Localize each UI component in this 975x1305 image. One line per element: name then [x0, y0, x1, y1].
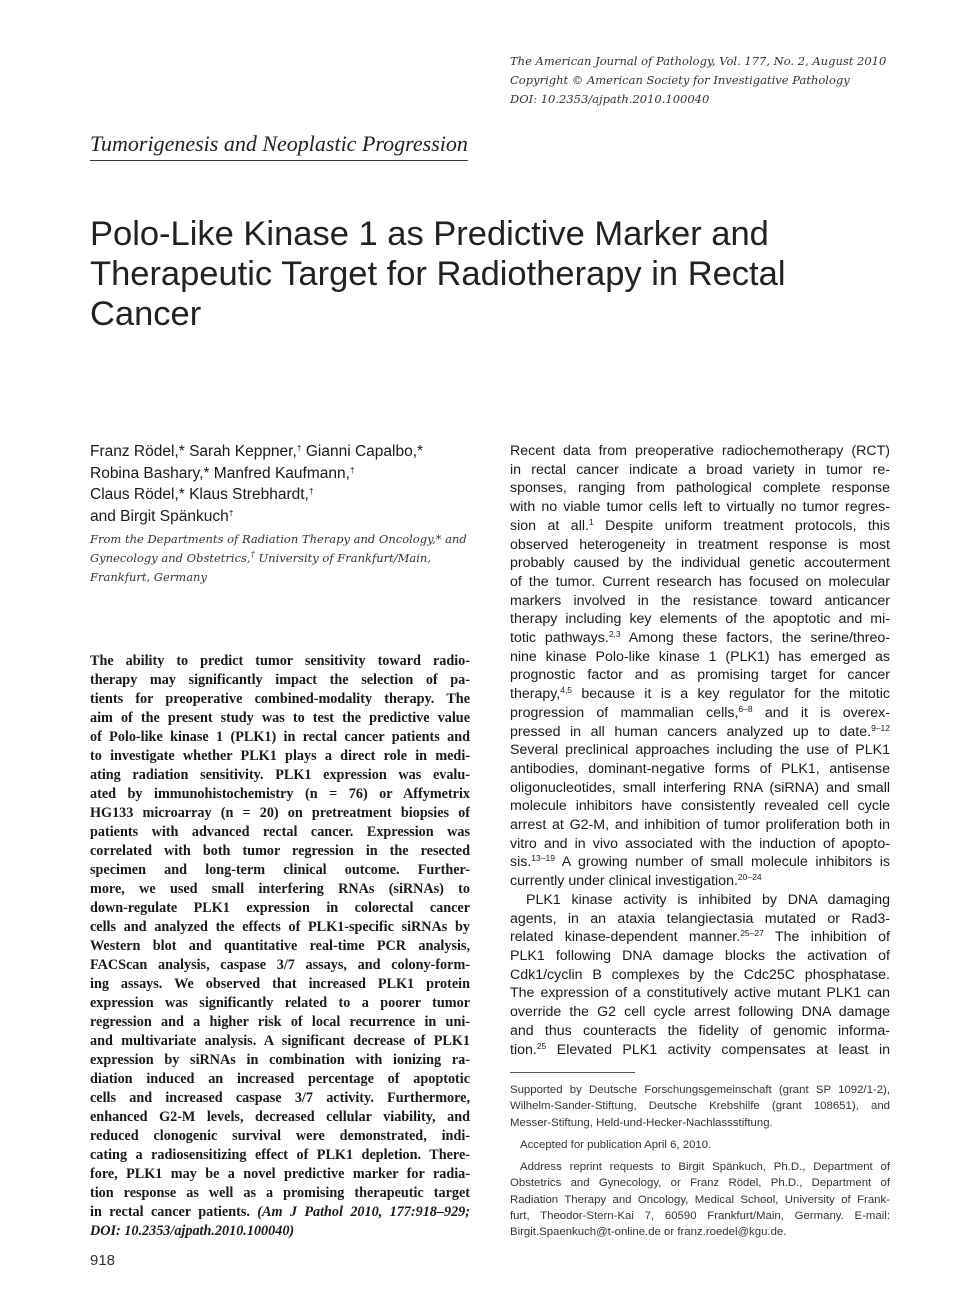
abstract-line: and multivariate analysis. A significant decrease of PLK1 — [90, 1033, 470, 1049]
abstract-line: cells and increased caspase 3/7 activity. Furthermore, — [90, 1090, 470, 1106]
address-line: Obstetrics and Gynecology, or Franz Rödel, Ph.D., Department of — [510, 1177, 890, 1190]
abstract-line: aim of the present study was to test the predictive value — [90, 710, 470, 726]
body-line: prognostic factor and as promising target for cancer — [510, 667, 890, 684]
support-line: Messer-Stiftung, Held-und-Hecker-Nachlassstiftung. — [510, 1116, 773, 1129]
journal-doi: DOI: 10.2353/ajpath.2010.100040 — [510, 92, 710, 106]
title-line: Cancer — [90, 295, 202, 333]
body-line: nine kinase Polo-like kinase 1 (PLK1) has emerged as — [510, 648, 890, 665]
body-line: override the G2 cell cycle arrest following DNA damage — [510, 1004, 890, 1021]
abstract-line: HG133 microarray (n = 20) on pretreatment biopsies of — [90, 805, 470, 821]
body-line: PLK1 following DNA damage blocks the activation of — [510, 947, 890, 964]
affiliation-line: Gynecology and Obstetrics,† University of Frankfurt/Main, — [90, 550, 431, 565]
address-line: furt, Theodor-Stern-Kai 7, 60590 Frankfurt/Main, Germany. E-mail: — [510, 1210, 890, 1223]
body-line: antibodies, dominant-negative forms of PLK1, antisense — [510, 760, 890, 777]
address-line: Birgit.Spaenkuch@t-online.de or franz.roedel@kgu.de. — [510, 1226, 787, 1239]
abstract-line: to investigate whether PLK1 plays a direct role in medi- — [90, 748, 470, 764]
abstract-line: therapy may significantly impact the selection of pa- — [90, 672, 470, 688]
journal-header — [510, 52, 910, 109]
body-line: in rectal cancer indicate a broad variety in tumor re- — [510, 461, 890, 478]
author-line: Claus Rödel,* Klaus Strebhardt,† — [90, 486, 314, 503]
abstract-line: ated by immunohistochemistry (n = 76) or Affymetrix — [90, 786, 470, 802]
support-line: Wilhelm-Sander-Stiftung, Deutsche Krebshilfe (grant 108651), and — [510, 1100, 890, 1113]
affiliation — [90, 530, 490, 587]
article-title — [90, 214, 850, 334]
body-line: therapy,$^{4,5}$ because it is a key regulator for the mitotic — [510, 685, 890, 703]
body-line: Cdk1/cyclin B complexes by the Cdc25C phosphatase. — [510, 966, 890, 983]
author-line: and Birgit Spänkuch† — [90, 507, 234, 525]
abstract-line: FACScan analysis, caspase 3/7 assays, and colony-form- — [90, 957, 470, 973]
body-line: totic pathways.$^{2,3}$ Among these factors, the serine/threo- — [510, 629, 890, 647]
body-line: with no viable tumor cells left to virtually no tumor regres- — [510, 499, 890, 516]
abstract-line: down-regulate PLK1 expression in colorectal cancer — [90, 900, 470, 916]
body-line: molecule inhibitors have consistently revealed cell cycle — [510, 798, 890, 815]
body-line: therapy including key elements of the apoptotic and mi- — [510, 611, 890, 628]
body-line: sion at all.$^1$ Despite uniform treatment protocols, this — [510, 516, 890, 534]
body-line: markers involved in the resistance toward anticancer — [510, 592, 890, 609]
footnote-divider — [510, 1072, 635, 1073]
abstract-line: diation induced an increased percentage of apoptotic — [90, 1071, 470, 1087]
body-line: The expression of a constitutively active mutant PLK1 can — [510, 985, 890, 1002]
body-line: Several preclinical approaches including the use of PLK1 — [510, 742, 890, 759]
body-line: of the tumor. Current research has focused on molecular — [510, 573, 890, 590]
body-line: and thus counteracts the fidelity of genomic informa- — [510, 1022, 890, 1039]
abstract-line: fore, PLK1 may be a novel predictive marker for radia- — [90, 1166, 470, 1182]
abstract-line: The ability to predict tumor sensitivity toward radio- — [90, 653, 470, 669]
body-line: sponses, ranging from pathological complete response — [510, 480, 890, 497]
accepted-date: Accepted for publication April 6, 2010. — [520, 1138, 712, 1151]
title-line: Polo-Like Kinase 1 as Predictive Marker and — [90, 215, 769, 253]
affiliation-line: Frankfurt, Germany — [90, 570, 207, 584]
author-line: Robina Bashary,* Manfred Kaufmann,† — [90, 464, 355, 482]
abstract-line: specimen and long-term clinical outcome. Further- — [90, 862, 470, 878]
abstract-line: tion response as well as a promising therapeutic target — [90, 1185, 470, 1201]
abstract-line: more, we used small interfering RNAs (siRNAs) to — [90, 881, 470, 897]
body-line: vitro and in vivo associated with the induction of apopto- — [510, 835, 890, 852]
body-line: Recent data from preoperative radiochemotherapy (RCT) — [510, 443, 890, 459]
body-line: pressed in all human cancers analyzed up to date.$^{9-12}$ — [510, 722, 890, 740]
title-line: Therapeutic Target for Radiotherapy in Rectal — [90, 255, 786, 293]
footnotes — [510, 1082, 890, 1241]
abstract-line: expression by siRNAs in combination with ionizing ra- — [90, 1052, 470, 1068]
journal-copyright: Copyright © American Society for Investigative Pathology — [510, 73, 850, 87]
abstract-line: reduced clonogenic survival were demonstrated, indi- — [90, 1128, 470, 1144]
abstract-line: cating a radiosensitizing effect of PLK1 depletion. There- — [90, 1147, 470, 1163]
body-line: currently under clinical investigation.$^{20-24}$ — [510, 872, 762, 890]
abstract-line: in rectal cancer patients. (Am J Pathol 2010, 177:918–929; — [90, 1204, 470, 1220]
abstract-line: cells and analyzed the effects of PLK1-specific siRNAs by — [90, 919, 470, 935]
body-line: observed heterogeneity in treatment response is most — [510, 536, 890, 553]
body-line: PLK1 kinase activity is inhibited by DNA damaging — [526, 891, 890, 908]
body-line: agents, in an ataxia telangiectasia mutated or Rad3- — [510, 910, 890, 927]
author-list — [90, 441, 490, 527]
abstract-line: patients with advanced rectal cancer. Expression was — [90, 824, 470, 840]
abstract — [90, 652, 470, 1241]
section-heading: Tumorigenesis and Neoplastic Progression — [90, 131, 468, 161]
abstract-line: of Polo-like kinase 1 (PLK1) in rectal cancer patients and — [90, 729, 470, 745]
body-line: probably caused by the individual genetic accouterment — [510, 555, 890, 572]
abstract-line: tients for preoperative combined-modality therapy. The — [90, 691, 470, 707]
body-line: progression of mammalian cells,$^{6-8}$ and it is overex- — [510, 703, 890, 721]
support-line: Supported by Deutsche Forschungsgemeinschaft (grant SP 1092/1-2), — [510, 1084, 890, 1096]
abstract-citation: (Am J Pathol 2010, 177:918–929; — [257, 1204, 470, 1220]
page-number: 918 — [90, 1252, 116, 1269]
abstract-line: correlated with both tumor regression in the resected — [90, 843, 470, 859]
body-line: tion.$^{25}$ Elevated PLK1 activity compensates at least in — [510, 1040, 890, 1058]
affiliation-line: From the Departments of Radiation Therapy and Oncology,* and — [90, 532, 467, 546]
body-line: arrest at G2-M, and inhibition of tumor proliferation both in — [510, 817, 890, 834]
abstract-line: expression was significantly related to a poorer tumor — [90, 995, 470, 1011]
journal-citation: The American Journal of Pathology, Vol. 177, No. 2, August 2010 — [510, 54, 887, 68]
abstract-line: regression and a higher risk of local recurrence in uni- — [90, 1014, 470, 1030]
abstract-line: enhanced G2-M levels, decreased cellular viability, and — [90, 1109, 470, 1125]
address-line: Address reprint requests to Birgit Spänkuch, Ph.D., Department of — [520, 1161, 890, 1174]
body-line: sis.$^{13-19}$ A growing number of small molecule inhibitors is — [510, 853, 890, 871]
abstract-doi: DOI: 10.2353/ajpath.2010.100040) — [90, 1223, 295, 1239]
abstract-line: ating radiation sensitivity. PLK1 expression was evalu- — [90, 767, 470, 783]
body-line: oligonucleotides, small interfering RNA (siRNA) and small — [510, 779, 890, 796]
address-line: Radiation Therapy and Oncology, Medical School, University of Frank- — [510, 1193, 890, 1206]
author-line: Franz Rödel,* Sarah Keppner,† Gianni Capalbo,* — [90, 443, 424, 460]
body-text — [510, 442, 890, 1059]
abstract-line: ing assays. We observed that increased PLK1 protein — [90, 976, 470, 992]
abstract-line: Western blot and quantitative real-time PCR analysis, — [90, 938, 470, 954]
body-line: related kinase-dependent manner.$^{25-27}$ The inhibition of — [510, 928, 890, 946]
